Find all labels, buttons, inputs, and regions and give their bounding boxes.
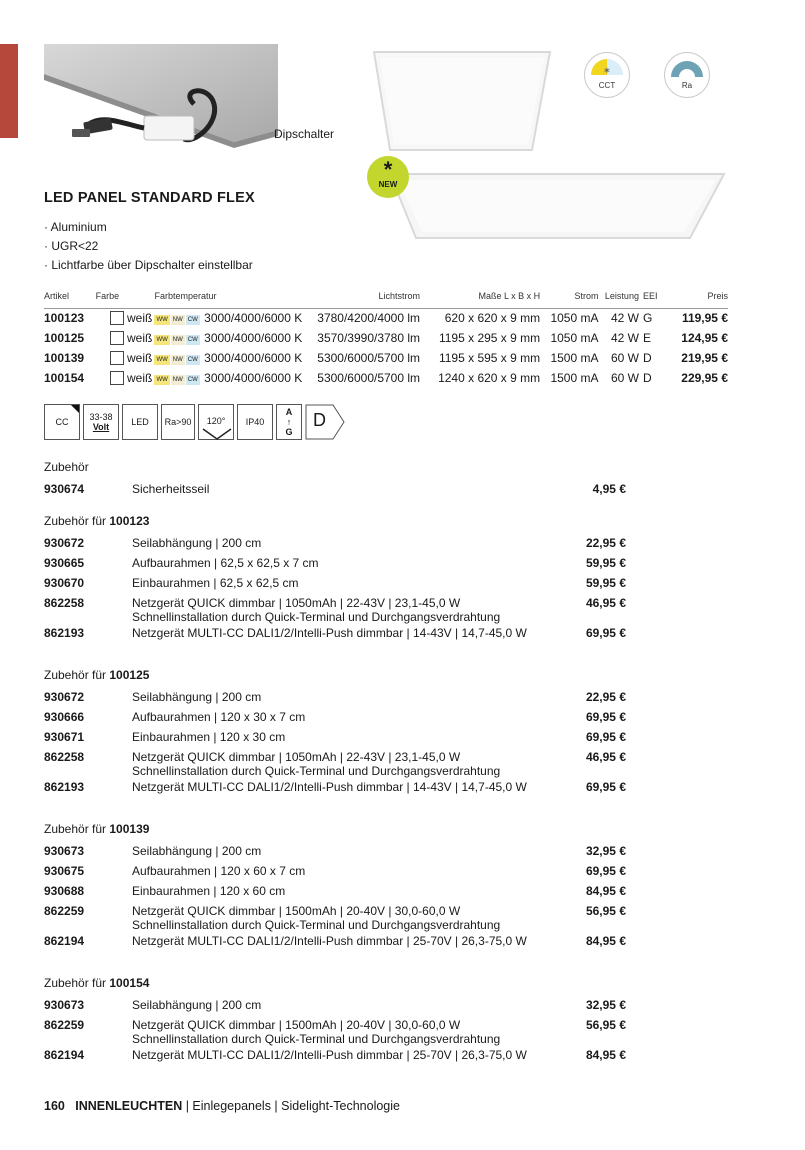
accessory-row xyxy=(44,480,644,500)
chapter-tab xyxy=(0,44,18,138)
power: 42 W xyxy=(610,331,639,345)
accessory-article: 862258 xyxy=(44,596,85,610)
col-strom: Strom xyxy=(540,290,598,308)
dimensions: 1195 x 595 x 9 mm xyxy=(438,351,541,365)
accessory-description: Aufbaurahmen | 120 x 60 x 7 cm xyxy=(132,864,306,878)
color-value: weiß xyxy=(126,371,153,385)
accessory-article: 930670 xyxy=(44,576,85,590)
accessory-description-extra: Schnellinstallation durch Quick-Terminal und Durchgangsverdrahtung xyxy=(132,1032,501,1046)
tint-cold-white: CW xyxy=(187,317,198,324)
accessory-description-extra: Schnellinstallation durch Quick-Terminal und Durchgangsverdrahtung xyxy=(132,918,501,932)
col-masse: Maße L x B x H xyxy=(420,290,540,308)
product-table xyxy=(44,290,728,388)
accessory-article: 930674 xyxy=(44,482,85,496)
new-badge: * NEW xyxy=(367,156,409,198)
dimensions: 620 x 620 x 9 mm xyxy=(444,311,541,326)
accessory-row xyxy=(44,574,644,594)
col-preis: Preis xyxy=(664,290,728,308)
accessory-price: 69,95 € xyxy=(585,780,626,794)
color-temperature: 3000/4000/6000 K xyxy=(204,331,303,345)
accessory-description-extra: Schnellinstallation durch Quick-Terminal und Durchgangsverdrahtung xyxy=(132,610,501,624)
accessory-price: 84,95 € xyxy=(585,934,626,948)
col-artikel: Artikel xyxy=(44,290,96,308)
accessory-parent-article: 100123 xyxy=(109,514,150,528)
power: 42 W xyxy=(610,311,639,326)
energy-scale-icon: A ↑ G xyxy=(276,404,302,440)
accessory-price: 46,95 € xyxy=(585,596,626,610)
accessory-row xyxy=(44,842,644,862)
accessory-article: 862259 xyxy=(44,904,85,918)
tint-neutral-white: NW xyxy=(172,337,183,343)
accessory-section xyxy=(44,668,644,798)
accessory-price: 56,95 € xyxy=(585,1018,626,1032)
accessory-section xyxy=(44,514,644,644)
accessory-price: 84,95 € xyxy=(585,1048,626,1062)
accessory-description: Netzgerät MULTI-CC DALI1/2/Intelli-Push dimmbar | 14-43V | 14,7-45,0 W xyxy=(132,780,527,794)
accessory-row xyxy=(44,748,644,778)
color-temperature: 3000/4000/6000 K xyxy=(204,371,303,385)
feature-item: · Aluminium xyxy=(44,220,107,234)
compare-checkbox[interactable] xyxy=(110,351,124,365)
voltage-icon: 33-38 Volt xyxy=(83,404,119,440)
price: 219,95 € xyxy=(681,351,728,365)
price: 124,95 € xyxy=(681,331,728,345)
color-value: weiß xyxy=(126,331,153,345)
current: 1500 mA xyxy=(550,371,599,385)
accessory-description: Seilabhängung | 200 cm xyxy=(132,844,262,858)
accessory-heading: Zubehör für 100123 xyxy=(44,514,150,528)
accessory-row xyxy=(44,862,644,882)
led-icon: LED xyxy=(122,404,158,440)
energy-class-icon: D xyxy=(305,404,345,440)
accessory-description: Netzgerät QUICK dimmbar | 1050mAh | 22-43V | 23,1-45,0 W Schnellinstallation durch Quick-Terminal und Durchgangsverdrahtung xyxy=(132,750,582,778)
color-temperature: 3000/4000/6000 K xyxy=(204,311,303,326)
accessory-row xyxy=(44,554,644,574)
luminous-flux: 5300/6000/5700 lm xyxy=(317,371,421,385)
beam-angle-icon: 120° xyxy=(198,404,234,440)
accessory-heading: Zubehör für 100125 xyxy=(44,668,150,682)
accessory-description: Einbaurahmen | 120 x 30 cm xyxy=(132,730,286,744)
energy-class: D xyxy=(642,351,652,365)
article-number: 100139 xyxy=(44,351,85,365)
color-value: weiß xyxy=(126,311,153,326)
accessory-price: 69,95 € xyxy=(585,730,626,744)
accessory-section xyxy=(44,460,644,500)
color-value: weiß xyxy=(126,351,153,365)
col-leistung: Leistung xyxy=(598,290,638,308)
accessory-description: Netzgerät QUICK dimmbar | 1500mAh | 20-40V | 30,0-60,0 W Schnellinstallation durch Quick-Terminal und Durchgangsverdrahtung xyxy=(132,904,582,932)
article-number: 100125 xyxy=(44,331,85,345)
accessory-parent-article: 100139 xyxy=(109,822,150,836)
price: 229,95 € xyxy=(681,371,728,385)
accessory-article: 930665 xyxy=(44,556,85,570)
accessory-row xyxy=(44,708,644,728)
accessory-heading: Zubehör für 100154 xyxy=(44,976,150,990)
footer-subsections: | Einlegepanels | Sidelight-Technologie xyxy=(182,1099,400,1113)
compare-checkbox[interactable] xyxy=(110,371,124,385)
accessory-article: 930671 xyxy=(44,730,85,744)
accessory-row xyxy=(44,778,644,798)
article-number: 100154 xyxy=(44,371,85,385)
tint-warm-white: WW xyxy=(156,317,168,324)
accessory-price: 59,95 € xyxy=(585,556,626,570)
accessory-parent-article: 100154 xyxy=(109,976,150,990)
page-footer xyxy=(44,1099,400,1113)
power: 60 W xyxy=(610,351,639,365)
tint-cold-white: CW xyxy=(187,357,198,363)
accessory-article: 862194 xyxy=(44,1048,85,1062)
tint-neutral-white: NW xyxy=(172,377,183,383)
compare-checkbox[interactable] xyxy=(110,311,124,325)
accessory-article: 930673 xyxy=(44,844,85,858)
accessory-article: 862193 xyxy=(44,626,85,640)
current: 1500 mA xyxy=(550,351,599,365)
tint-neutral-white: NW xyxy=(172,357,183,363)
tint-warm-white: WW xyxy=(156,357,168,363)
accessory-row xyxy=(44,624,644,644)
accessory-description-extra: Schnellinstallation durch Quick-Terminal und Durchgangsverdrahtung xyxy=(132,764,501,778)
accessory-row xyxy=(44,882,644,902)
article-number: 100123 xyxy=(44,311,85,326)
col-farbe: Farbe xyxy=(96,290,155,308)
footer-section: INNENLEUCHTEN xyxy=(75,1099,183,1113)
tint-cold-white: CW xyxy=(187,377,198,383)
accessory-description: Netzgerät MULTI-CC DALI1/2/Intelli-Push dimmbar | 25-70V | 26,3-75,0 W xyxy=(132,1048,527,1062)
col-lichtstrom: Lichtstrom xyxy=(302,290,420,308)
spec-icon-row xyxy=(44,404,345,440)
energy-class: D xyxy=(642,371,652,385)
table-row xyxy=(44,328,728,348)
accessory-row xyxy=(44,996,644,1016)
accessory-price: 69,95 € xyxy=(585,710,626,724)
accessory-row xyxy=(44,594,644,624)
luminous-flux: 3780/4200/4000 lm xyxy=(317,311,421,326)
product-title: LED PANEL STANDARD FLEX xyxy=(44,190,255,206)
accessory-article: 862258 xyxy=(44,750,85,764)
accessory-heading: Zubehör für 100139 xyxy=(44,822,150,836)
accessory-description: Sicherheitsseil xyxy=(132,482,210,496)
cri-icon: Ra>90 xyxy=(161,404,195,440)
current: 1050 mA xyxy=(550,331,599,345)
dimensions: 1195 x 295 x 9 mm xyxy=(438,331,541,345)
accessory-description: Netzgerät MULTI-CC DALI1/2/Intelli-Push dimmbar | 25-70V | 26,3-75,0 W xyxy=(132,934,527,948)
constant-current-icon: CC xyxy=(44,404,80,440)
energy-class: G xyxy=(642,311,653,326)
accessory-row xyxy=(44,728,644,748)
accessory-price: 46,95 € xyxy=(585,750,626,764)
accessory-description: Aufbaurahmen | 120 x 30 x 7 cm xyxy=(132,710,306,724)
table-row xyxy=(44,368,728,388)
power: 60 W xyxy=(610,371,639,385)
col-eei: EEI xyxy=(639,290,664,308)
accessory-description: Aufbaurahmen | 62,5 x 62,5 x 7 cm xyxy=(132,556,319,570)
accessory-section xyxy=(44,976,644,1066)
luminous-flux: 5300/6000/5700 lm xyxy=(317,351,421,365)
ra-icon: Ra xyxy=(664,52,710,98)
accessory-price: 69,95 € xyxy=(585,626,626,640)
feature-item: · UGR<22 xyxy=(44,239,99,253)
dipswitch-caption: Dipschalter xyxy=(274,127,335,141)
accessory-row xyxy=(44,932,644,952)
accessory-price: 22,95 € xyxy=(585,536,626,550)
accessory-description: Einbaurahmen | 120 x 60 cm xyxy=(132,884,286,898)
accessory-article: 930673 xyxy=(44,998,85,1012)
accessory-row xyxy=(44,902,644,932)
accessory-article: 930688 xyxy=(44,884,85,898)
accessory-description: Netzgerät QUICK dimmbar | 1050mAh | 22-43V | 23,1-45,0 W Schnellinstallation durch Quick-Terminal und Durchgangsverdrahtung xyxy=(132,596,582,624)
accessory-article: 862194 xyxy=(44,934,85,948)
tint-warm-white: WW xyxy=(156,377,168,383)
current: 1050 mA xyxy=(550,311,599,326)
color-temperature: 3000/4000/6000 K xyxy=(204,351,303,365)
accessory-article: 930675 xyxy=(44,864,85,878)
accessory-description: Netzgerät QUICK dimmbar | 1500mAh | 20-40V | 30,0-60,0 W Schnellinstallation durch Quick-Terminal und Durchgangsverdrahtung xyxy=(132,1018,582,1046)
accessory-row xyxy=(44,534,644,554)
accessory-description: Seilabhängung | 200 cm xyxy=(132,690,262,704)
accessory-price: 69,95 € xyxy=(585,864,626,878)
accessory-price: 22,95 € xyxy=(585,690,626,704)
accessory-price: 56,95 € xyxy=(585,904,626,918)
table-row xyxy=(44,348,728,368)
luminous-flux: 3570/3990/3780 lm xyxy=(317,331,421,345)
accessory-parent-article: 100125 xyxy=(109,668,150,682)
accessory-row xyxy=(44,1016,644,1046)
accessory-row xyxy=(44,688,644,708)
feature-item: · Lichtfarbe über Dipschalter einstellbar xyxy=(44,258,253,272)
product-photo-dipswitch xyxy=(44,44,278,156)
svg-text:✶: ✶ xyxy=(602,66,612,77)
accessory-heading: Zubehör xyxy=(44,460,89,474)
accessory-article: 862259 xyxy=(44,1018,85,1032)
accessory-section xyxy=(44,822,644,952)
tint-cold-white: CW xyxy=(187,337,198,343)
tint-warm-white: WW xyxy=(156,337,168,343)
accessory-price: 59,95 € xyxy=(585,576,626,590)
tint-neutral-white: NW xyxy=(172,317,183,324)
accessory-price: 32,95 € xyxy=(585,998,626,1012)
accessory-description: Seilabhängung | 200 cm xyxy=(132,998,262,1012)
accessory-price: 32,95 € xyxy=(585,844,626,858)
accessory-article: 930672 xyxy=(44,536,85,550)
compare-checkbox[interactable] xyxy=(110,331,124,345)
energy-class: E xyxy=(642,331,651,345)
star-icon: * xyxy=(383,157,393,182)
page-number: 160 xyxy=(44,1099,65,1113)
cct-icon: ✶ CCT xyxy=(584,52,630,98)
accessory-article: 862193 xyxy=(44,780,85,794)
ip-rating-icon: IP40 xyxy=(237,404,273,440)
accessory-price: 4,95 € xyxy=(592,482,626,496)
accessory-row xyxy=(44,1046,644,1066)
feature-list xyxy=(44,218,253,275)
dimensions: 1240 x 620 x 9 mm xyxy=(438,371,541,385)
table-row xyxy=(44,308,728,328)
accessory-price: 84,95 € xyxy=(585,884,626,898)
price: 119,95 € xyxy=(681,311,728,326)
accessory-description: Netzgerät MULTI-CC DALI1/2/Intelli-Push dimmbar | 14-43V | 14,7-45,0 W xyxy=(132,626,527,640)
accessory-description: Seilabhängung | 200 cm xyxy=(132,536,262,550)
accessory-description: Einbaurahmen | 62,5 x 62,5 cm xyxy=(132,576,299,590)
accessory-article: 930672 xyxy=(44,690,85,704)
col-farbtemperatur: Farbtemperatur xyxy=(154,290,302,308)
accessory-article: 930666 xyxy=(44,710,85,724)
